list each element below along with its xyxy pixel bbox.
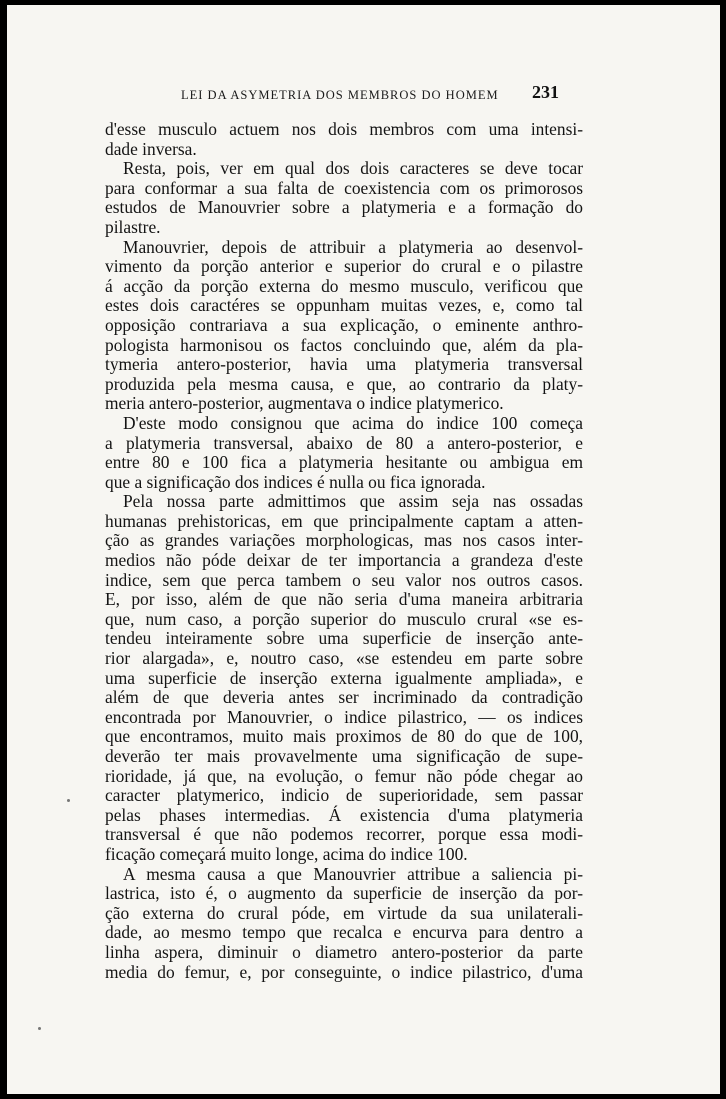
text-line: encontrada por Manouvrier, o indice pilastrico, — os indices [105,706,583,727]
text-line: dade inversa. [105,138,197,159]
text-line: dade, ao mesmo tempo que recalca e encurva para dentro a [105,922,583,943]
text-line: ficação começará muito longe, acima do indice 100. [105,843,468,864]
body-text [105,120,583,982]
text-line: media do femur, e, por conseguinte, o indice pilastrico, d'uma [105,961,583,982]
text-line: D'este modo consignou que acima do indice 100 começa [123,412,583,433]
page-number: 231 [532,82,559,102]
text-line: caracter platymerico, indicio de superioridade, sem passar [105,785,583,806]
text-line: A mesma causa a que Manouvrier attribue a saliencia pi- [123,863,583,884]
text-line: estes dois caractéres se oppunham muitas vezes, e, como tal [105,295,583,316]
text-line: E, por isso, além de que não seria d'uma maneira arbitraria [105,589,583,610]
text-line: estudos de Manouvrier sobre a platymeria e a formação do [105,197,583,218]
scan-speck [67,799,70,802]
text-line: rior alargada», e, noutro caso, «se estendeu em parte sobre [105,648,583,669]
text-line: uma superficie de inserção externa igualmente ampliada», e [105,667,583,688]
text-line: ção as grandes variações morphologicas, mas nos casos inter- [105,530,583,551]
text-line: d'esse musculo actuem nos dois membros com uma intensi- [105,119,583,139]
text-line: pelas phases intermedias. Á existencia d'uma platymeria [105,804,583,825]
text-line: medios não póde deixar de ter importancia a grandeza d'este [105,550,583,571]
text-line: Manouvrier, depois de attribuir a platymeria ao desenvol- [123,236,583,257]
scan-speck [38,1027,41,1030]
text-line: ção externa do crural póde, em virtude da sua unilaterali- [105,902,583,923]
text-line: que, num caso, a porção superior do musculo crural «se es- [105,608,583,629]
text-line: Resta, pois, ver em qual dos dois caracteres se deve tocar [123,158,583,179]
text-line: indice, sem que perca tambem o seu valor nos outros casos. [105,569,583,590]
text-line: tendeu inteiramente sobre uma superficie de inserção ante- [105,628,583,649]
text-line: que a significação dos indices é nulla ou fica ignorada. [105,471,486,492]
text-line: que encontramos, muito mais proximos de 80 do que de 100, [105,726,583,747]
text-line: rioridade, já que, na evolução, o femur não póde chegar ao [105,765,583,786]
text-line: além de que deveria antes ser incriminado da contradição [105,687,583,708]
text-line: lastrica, isto é, o augmento da superficie de inserção da por- [105,883,583,904]
text-line: transversal é que não podemos recorrer, porque essa modi- [105,824,583,845]
text-line: para conformar a sua falta de coexistencia com os primorosos [105,177,583,198]
text-line: linha aspera, diminuir o diametro antero-posterior da parte [105,941,583,962]
text-line: produzida pela mesma causa, e que, ao contrario da platy- [105,373,583,394]
text-line: vimento da porção anterior e superior do crural e o pilastre [105,256,583,277]
text-line: opposição contrariava a sua explicação, o eminente anthro- [105,314,583,335]
text-line: pologista harmonisou os factos concluindo que, além da pla- [105,334,583,355]
text-line: tymeria antero-posterior, havia uma platymeria transversal [105,354,583,375]
text-line: humanas prehistoricas, em que principalmente captam a atten- [105,510,583,531]
text-line: pilastre. [105,216,161,237]
text-line: deverão ter mais provavelmente uma significação de supe- [105,746,583,766]
text-line: Pela nossa parte admittimos que assim seja nas ossadas [123,491,583,512]
text-line: meria antero-posterior, augmentava o indice platymerico. [105,393,504,414]
text-line: entre 80 e 100 fica a platymeria hesitante ou ambigua em [105,452,583,473]
running-header: LEI DA ASYMETRIA DOS MEMBROS DO HOMEM [181,88,499,102]
text-line: a platymeria transversal, abaixo de 80 a antero-posterior, e [105,432,583,453]
text-line: á acção da porção externa do mesmo musculo, verificou que [105,275,583,296]
